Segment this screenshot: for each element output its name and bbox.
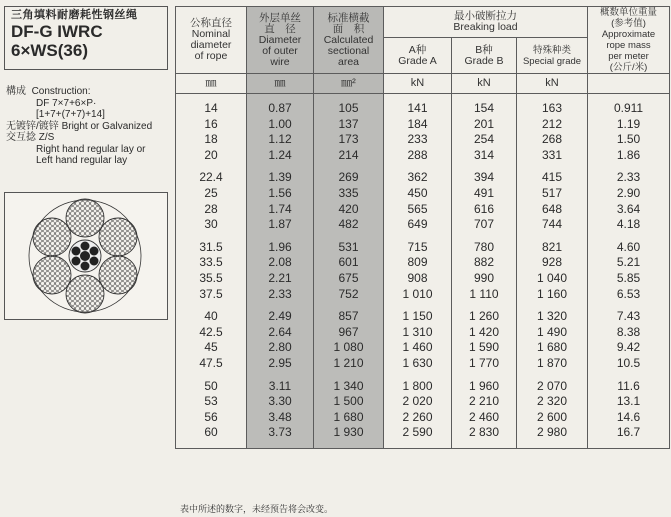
cell-outer: 1.00 <box>247 117 314 133</box>
product-title-line2: 6×WS(36) <box>11 41 88 60</box>
cell-outer: 3.48 <box>247 410 314 426</box>
cell-grade-a: 1 150 <box>384 309 452 325</box>
cell-area: 601 <box>314 255 384 271</box>
cell-outer: 1.96 <box>247 240 314 256</box>
rope-cross-section-diagram <box>4 192 168 320</box>
cell-special: 2 320 <box>517 394 588 410</box>
header-mass-unit-cn: (公斤/米) <box>609 62 648 73</box>
table-row <box>176 394 670 410</box>
cell-grade-a: 141 <box>384 101 452 117</box>
gap-cell <box>314 372 384 379</box>
header-mass-cn-2: (参考值) <box>611 18 646 29</box>
cell-nominal: 42.5 <box>176 325 247 341</box>
cell-grade-b: 1 590 <box>452 340 517 356</box>
unit-special: kN <box>517 74 588 94</box>
header-nominal-en-3: of rope <box>194 50 228 62</box>
cell-outer: 2.33 <box>247 287 314 303</box>
gap-cell <box>247 302 314 309</box>
cell-grade-b: 254 <box>452 132 517 148</box>
cell-special: 1 680 <box>517 340 588 356</box>
cell-special: 928 <box>517 255 588 271</box>
cell-grade-a: 2 260 <box>384 410 452 426</box>
cell-grade-a: 1 800 <box>384 379 452 395</box>
header-special-en: Special grade <box>522 55 582 67</box>
header-mass-en-2: rope mass <box>606 40 651 51</box>
product-info-panel <box>0 0 172 517</box>
cell-nominal: 20 <box>176 148 247 164</box>
gap-cell <box>176 372 247 379</box>
row-gap <box>176 94 670 102</box>
gap-cell <box>588 302 670 309</box>
header-special-grade <box>517 38 588 74</box>
cell-mass: 4.18 <box>588 217 670 233</box>
cell-area: 1 500 <box>314 394 384 410</box>
cell-grade-b: 1 260 <box>452 309 517 325</box>
cell-nominal: 25 <box>176 186 247 202</box>
table-row <box>176 425 670 441</box>
gap-cell <box>384 163 452 170</box>
cell-nominal: 37.5 <box>176 287 247 303</box>
header-grade-b-en: Grade B <box>464 54 504 67</box>
cell-grade-b: 1 420 <box>452 325 517 341</box>
cell-special: 517 <box>517 186 588 202</box>
gap-cell <box>517 372 588 379</box>
rope-spec-table <box>175 6 669 496</box>
gap-cell <box>452 94 517 102</box>
cell-grade-b: 882 <box>452 255 517 271</box>
table-row <box>176 170 670 186</box>
table-row <box>176 410 670 426</box>
gap-cell <box>314 302 384 309</box>
table-row <box>176 217 670 233</box>
rope-cross-section-icon <box>5 193 167 319</box>
gap-cell <box>517 441 588 449</box>
cell-special: 1 870 <box>517 356 588 372</box>
gap-cell <box>176 302 247 309</box>
cell-mass: 1.50 <box>588 132 670 148</box>
gap-cell <box>588 372 670 379</box>
cell-mass: 2.33 <box>588 170 670 186</box>
table-row <box>176 309 670 325</box>
cell-grade-b: 1 110 <box>452 287 517 303</box>
cell-grade-b: 2 210 <box>452 394 517 410</box>
header-outer-cn-1: 外层单丝 <box>259 11 301 24</box>
cell-area: 1 340 <box>314 379 384 395</box>
cell-area: 335 <box>314 186 384 202</box>
finish-cn: 无镀锌/镀锌 <box>6 120 59 132</box>
cell-special: 648 <box>517 202 588 218</box>
cell-outer: 3.30 <box>247 394 314 410</box>
header-grade-a <box>384 38 452 74</box>
table-row <box>176 287 670 303</box>
cell-area: 967 <box>314 325 384 341</box>
cell-grade-a: 233 <box>384 132 452 148</box>
cell-outer: 1.87 <box>247 217 314 233</box>
header-nominal-en-2: diameter <box>190 39 232 51</box>
product-title-line1: DF-G IWRC <box>11 22 103 41</box>
cell-nominal: 53 <box>176 394 247 410</box>
cell-area: 857 <box>314 309 384 325</box>
cell-nominal: 35.5 <box>176 271 247 287</box>
cell-special: 1 320 <box>517 309 588 325</box>
cell-area: 1 680 <box>314 410 384 426</box>
header-grade-b-cn: B种 <box>475 43 493 56</box>
cell-grade-b: 1 770 <box>452 356 517 372</box>
table-row <box>176 340 670 356</box>
lay-cn: 交互捻 <box>6 132 36 143</box>
cell-grade-a: 1 310 <box>384 325 452 341</box>
cell-grade-b: 780 <box>452 240 517 256</box>
construction-formula-1: DF 7×7+6×P· <box>36 97 97 109</box>
cell-area: 105 <box>314 101 384 117</box>
gap-cell <box>247 94 314 102</box>
gap-cell <box>176 233 247 240</box>
cell-nominal: 31.5 <box>176 240 247 256</box>
row-gap <box>176 233 670 240</box>
cell-nominal: 28 <box>176 202 247 218</box>
header-nominal-cn: 公称直径 <box>190 17 232 29</box>
cell-mass: 0.911 <box>588 101 670 117</box>
cell-nominal: 45 <box>176 340 247 356</box>
cell-grade-a: 2 590 <box>384 425 452 441</box>
gap-cell <box>517 163 588 170</box>
cell-grade-b: 2 460 <box>452 410 517 426</box>
gap-cell <box>384 233 452 240</box>
table-row <box>176 255 670 271</box>
cell-special: 821 <box>517 240 588 256</box>
cell-area: 482 <box>314 217 384 233</box>
cell-nominal: 60 <box>176 425 247 441</box>
cell-area: 137 <box>314 117 384 133</box>
cell-mass: 11.6 <box>588 379 670 395</box>
gap-cell <box>384 441 452 449</box>
gap-cell <box>384 94 452 102</box>
cell-mass: 5.21 <box>588 255 670 271</box>
cell-grade-a: 1 460 <box>384 340 452 356</box>
cell-outer: 2.95 <box>247 356 314 372</box>
cell-nominal: 30 <box>176 217 247 233</box>
cell-nominal: 33.5 <box>176 255 247 271</box>
gap-cell <box>384 302 452 309</box>
cell-mass: 3.64 <box>588 202 670 218</box>
header-mass-cn-1: 概数单位重量 <box>600 7 658 18</box>
cell-grade-b: 491 <box>452 186 517 202</box>
cell-mass: 13.1 <box>588 394 670 410</box>
cell-special: 1 490 <box>517 325 588 341</box>
cell-grade-b: 2 830 <box>452 425 517 441</box>
cell-special: 268 <box>517 132 588 148</box>
cell-grade-b: 707 <box>452 217 517 233</box>
cell-grade-b: 314 <box>452 148 517 164</box>
cell-nominal: 22.4 <box>176 170 247 186</box>
header-area-cn-2: 面 积 <box>332 22 365 35</box>
cell-outer: 2.80 <box>247 340 314 356</box>
cell-special: 415 <box>517 170 588 186</box>
lay-en-2: Left hand regular lay <box>36 155 128 166</box>
cell-nominal: 50 <box>176 379 247 395</box>
cell-nominal: 56 <box>176 410 247 426</box>
header-grade-b <box>452 38 517 74</box>
header-outer-en-3: wire <box>270 55 290 68</box>
cell-nominal: 40 <box>176 309 247 325</box>
table-row <box>176 117 670 133</box>
table-row <box>176 379 670 395</box>
table-row <box>176 271 670 287</box>
cell-grade-a: 1 010 <box>384 287 452 303</box>
cell-area: 173 <box>314 132 384 148</box>
cell-grade-a: 809 <box>384 255 452 271</box>
cell-outer: 1.74 <box>247 202 314 218</box>
cell-mass: 16.7 <box>588 425 670 441</box>
product-title-cn: 三角填料耐磨耗性钢丝绳 <box>11 9 138 21</box>
header-area-en-2: sectional <box>327 44 370 57</box>
cell-mass: 4.60 <box>588 240 670 256</box>
cell-area: 675 <box>314 271 384 287</box>
cell-outer: 1.39 <box>247 170 314 186</box>
gap-cell <box>588 441 670 449</box>
product-title-box <box>4 6 168 70</box>
table-row <box>176 356 670 372</box>
cell-outer: 2.21 <box>247 271 314 287</box>
table-row <box>176 148 670 164</box>
cell-mass: 9.42 <box>588 340 670 356</box>
cell-outer: 2.64 <box>247 325 314 341</box>
header-outer-en-1: Diameter <box>258 33 302 46</box>
gap-cell <box>176 94 247 102</box>
gap-cell <box>452 441 517 449</box>
cell-special: 2 070 <box>517 379 588 395</box>
header-outer-en-2: of outer <box>262 44 298 57</box>
cell-area: 531 <box>314 240 384 256</box>
row-gap <box>176 372 670 379</box>
cell-mass: 5.85 <box>588 271 670 287</box>
cell-mass: 1.19 <box>588 117 670 133</box>
cell-mass: 1.86 <box>588 148 670 164</box>
header-area-en-3: area <box>337 55 359 68</box>
gap-cell <box>517 94 588 102</box>
gap-cell <box>517 302 588 309</box>
unit-grade-b: kN <box>452 74 517 94</box>
cell-mass: 6.53 <box>588 287 670 303</box>
spec-table-body <box>176 94 670 449</box>
header-mass-en-1: Approximate <box>601 29 656 40</box>
cell-outer: 0.87 <box>247 101 314 117</box>
gap-cell <box>452 233 517 240</box>
cell-grade-b: 201 <box>452 117 517 133</box>
gap-cell <box>384 372 452 379</box>
cell-special: 1 040 <box>517 271 588 287</box>
lay-en-1: Right hand regular lay or <box>36 143 146 155</box>
cell-grade-b: 616 <box>452 202 517 218</box>
cell-grade-a: 715 <box>384 240 452 256</box>
gap-cell <box>452 163 517 170</box>
cell-special: 2 980 <box>517 425 588 441</box>
cell-area: 420 <box>314 202 384 218</box>
header-breaking-load <box>384 7 588 38</box>
table-row <box>176 101 670 117</box>
cell-special: 212 <box>517 117 588 133</box>
construction-formula-2: [1+7+(7+7)+14] <box>36 109 105 120</box>
gap-cell <box>452 372 517 379</box>
cell-area: 214 <box>314 148 384 164</box>
unit-nominal: ㎜ <box>176 74 247 94</box>
cell-area: 1 080 <box>314 340 384 356</box>
unit-outer: ㎜ <box>247 74 314 94</box>
cell-grade-a: 565 <box>384 202 452 218</box>
header-area-cn-1: 标准横截 <box>327 11 370 24</box>
table-row <box>176 202 670 218</box>
construction-label-cn: 構成 <box>6 86 26 97</box>
cell-special: 1 160 <box>517 287 588 303</box>
cell-grade-a: 2 020 <box>384 394 452 410</box>
gap-cell <box>588 94 670 102</box>
header-area-en-1: Calculated <box>323 33 374 46</box>
cell-area: 1 210 <box>314 356 384 372</box>
cell-area: 752 <box>314 287 384 303</box>
construction-spec <box>6 86 172 167</box>
gap-cell <box>588 233 670 240</box>
cell-grade-a: 1 630 <box>384 356 452 372</box>
gap-cell <box>247 163 314 170</box>
cell-grade-b: 990 <box>452 271 517 287</box>
construction-label-en: Construction: <box>31 86 91 97</box>
header-special-cn: 特殊种类 <box>533 44 572 56</box>
cell-grade-a: 649 <box>384 217 452 233</box>
table-row <box>176 325 670 341</box>
unit-area: ㎜² <box>314 74 384 94</box>
header-grade-a-cn: A种 <box>408 43 427 56</box>
cell-special: 163 <box>517 101 588 117</box>
header-mass-en-3: per meter <box>608 51 649 62</box>
cell-grade-b: 394 <box>452 170 517 186</box>
cell-area: 1 930 <box>314 425 384 441</box>
header-rope-mass <box>588 7 670 74</box>
gap-cell <box>517 233 588 240</box>
cell-grade-b: 1 960 <box>452 379 517 395</box>
gap-cell <box>314 441 384 449</box>
cell-outer: 2.08 <box>247 255 314 271</box>
header-outer-wire-diameter <box>247 7 314 74</box>
gap-cell <box>247 372 314 379</box>
row-gap <box>176 441 670 449</box>
cell-grade-a: 908 <box>384 271 452 287</box>
gap-cell <box>247 441 314 449</box>
cell-grade-a: 450 <box>384 186 452 202</box>
table-row <box>176 186 670 202</box>
gap-cell <box>176 441 247 449</box>
header-break-cn: 最小破断拉力 <box>454 10 517 23</box>
cell-mass: 2.90 <box>588 186 670 202</box>
gap-cell <box>314 233 384 240</box>
gap-cell <box>247 233 314 240</box>
cell-outer: 2.49 <box>247 309 314 325</box>
cell-mass: 14.6 <box>588 410 670 426</box>
gap-cell <box>452 302 517 309</box>
header-grade-a-en: Grade A <box>398 54 437 67</box>
cell-nominal: 16 <box>176 117 247 133</box>
cell-nominal: 14 <box>176 101 247 117</box>
cell-grade-a: 184 <box>384 117 452 133</box>
unit-grade-a: kN <box>384 74 452 94</box>
table-row <box>176 132 670 148</box>
row-gap <box>176 163 670 170</box>
gap-cell <box>588 163 670 170</box>
cell-mass: 8.38 <box>588 325 670 341</box>
cell-outer: 1.56 <box>247 186 314 202</box>
cell-grade-b: 154 <box>452 101 517 117</box>
cell-grade-a: 288 <box>384 148 452 164</box>
cell-mass: 10.5 <box>588 356 670 372</box>
finish-en: Bright or Galvanized <box>61 120 153 132</box>
cell-nominal: 18 <box>176 132 247 148</box>
footnote: 表中所述的数字，未经预告将会改变。 <box>180 504 334 514</box>
header-sectional-area <box>314 7 384 74</box>
cell-special: 744 <box>517 217 588 233</box>
cell-outer: 3.73 <box>247 425 314 441</box>
cell-special: 2 600 <box>517 410 588 426</box>
gap-cell <box>314 94 384 102</box>
cell-special: 331 <box>517 148 588 164</box>
header-nominal-en-1: Nominal <box>191 28 231 40</box>
cell-outer: 3.11 <box>247 379 314 395</box>
gap-cell <box>176 163 247 170</box>
cell-nominal: 47.5 <box>176 356 247 372</box>
lay-code: Z/S <box>38 132 55 143</box>
header-break-en: Breaking load <box>453 21 518 34</box>
header-nominal-diameter <box>176 7 247 74</box>
cell-outer: 1.12 <box>247 132 314 148</box>
cell-mass: 7.43 <box>588 309 670 325</box>
unit-mass-empty <box>588 74 670 94</box>
table-row <box>176 240 670 256</box>
gap-cell <box>314 163 384 170</box>
cell-outer: 1.24 <box>247 148 314 164</box>
row-gap <box>176 302 670 309</box>
header-outer-cn-2: 直 径 <box>264 22 296 35</box>
cell-grade-a: 362 <box>384 170 452 186</box>
cell-area: 269 <box>314 170 384 186</box>
